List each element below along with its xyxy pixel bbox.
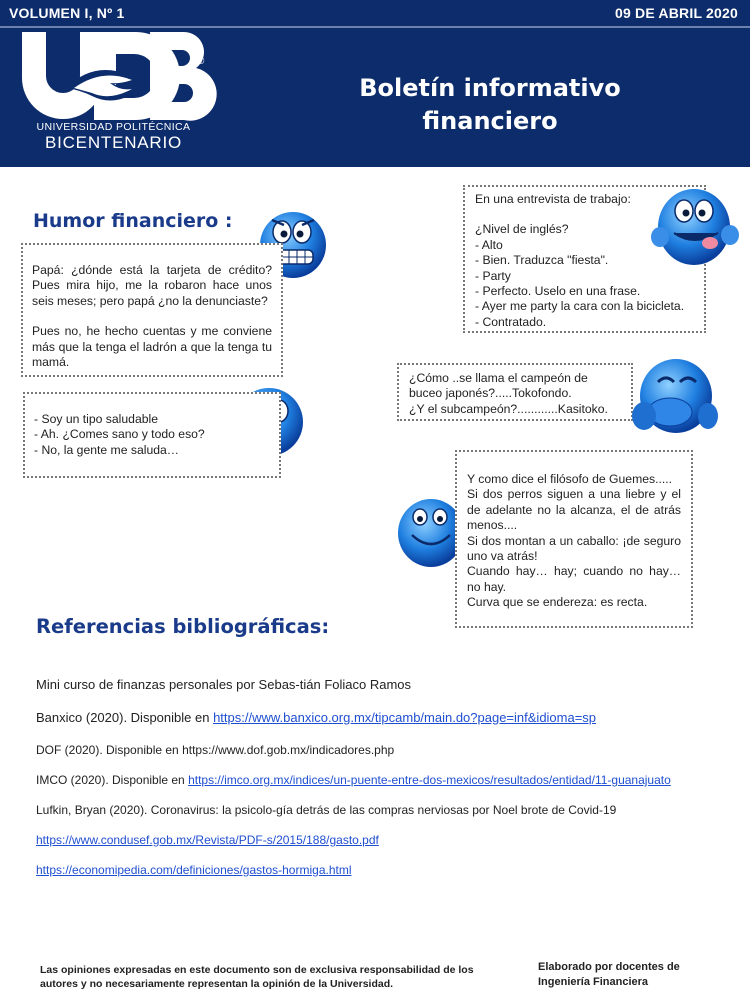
issue-date: 09 DE ABRIL 2020 (614, 5, 738, 21)
joke2-line-3: - No, la gente me saluda… (34, 442, 179, 457)
joke3-line-6: - Ayer me party la cara con la bicicleta. (475, 299, 685, 314)
title-line-1: Boletín informativo (359, 74, 621, 102)
joke3-line-3: - Bien. Traduzca "fiesta". (475, 253, 609, 268)
title-line-2: financiero (422, 107, 558, 135)
reference-5: Lufkin, Bryan (2020). Coronavirus: la psicolo-gía detrás de las compras nerviosas por Noel brote de Covid-19 (36, 803, 617, 817)
imco-link[interactable]: https://imco.org.mx/indices/un-puente-entre-dos-mexicos/resultados/entidad/11-guanajuato (188, 773, 671, 787)
condusef-link[interactable]: https://www.condusef.gob.mx/Revista/PDF-s/2015/188/gasto.pdf (36, 833, 379, 847)
joke5-line-5: Curva que se endereza: es recta. (467, 595, 648, 610)
joke3-line-7: - Contratado. (475, 314, 547, 329)
reference-1: Mini curso de finanzas personales por Sebas-tián Foliaco Ramos (36, 677, 412, 692)
joke5-line-1: Y como dice el filósofo de Guemes..... (467, 472, 673, 486)
banxico-link[interactable]: https://www.banxico.org.mx/tipcamb/main.do?page=inf&idioma=sp (213, 710, 597, 725)
joke5-line-3: Si dos montan a un caballo: ¡de seguro uno va atrás! (467, 533, 681, 564)
economipedia-link[interactable]: https://economipedia.com/definiciones/gastos-hormiga.html (36, 863, 352, 877)
joke4-line-2: ¿Y el subcampeón?............Kasitoko. (409, 401, 608, 416)
logo-university-name: UNIVERSIDAD POLITÉCNICA (36, 121, 191, 133)
logo-bicentenario: BICENTENARIO (44, 133, 183, 152)
footer-credit-line-2: Ingeniería Financiera (538, 976, 649, 988)
joke4-line-1: ¿Cómo ..se llama el campeón de buceo japonés?.....Tokofondo. (409, 371, 588, 401)
reference-6 (36, 833, 379, 847)
joke-philosopher (455, 450, 693, 628)
humor-title: Humor financiero : (33, 210, 233, 232)
joke2-line-1: - Soy un tipo saludable (34, 412, 158, 426)
footer-credit (538, 960, 738, 990)
joke3-line-1: ¿Nivel de inglés? (475, 222, 569, 237)
reference-4-text: IMCO (2020). Disponible en (36, 773, 189, 787)
joke3-intro: En una entrevista de trabajo: (475, 192, 631, 206)
giggle-emoji-icon (630, 356, 720, 438)
footer-disclaimer: Las opiniones expresadas en este documento son de exclusiva responsabilidad de los autores y no necesariamente representan la opinión de la Universidad. (40, 964, 474, 990)
joke5-line-2: Si dos perros siguen a una liebre y el de adelante no la alcanza, el de atrás menos.... (467, 487, 681, 533)
registered-mark: ® (197, 56, 205, 67)
joke2-line-2: - Ah. ¿Comes sano y todo eso? (34, 427, 205, 442)
reference-4 (36, 773, 671, 787)
volume-label: VOLUMEN I, Nº 1 (9, 5, 125, 21)
reference-7 (36, 863, 352, 877)
joke-credit-card (21, 243, 283, 377)
joke3-line-5: - Perfecto. Uselo en una frase. (475, 284, 641, 299)
reference-2-text: Banxico (2020). Disponible en (36, 710, 214, 725)
tongue-out-emoji-icon (648, 183, 740, 269)
joke1-paragraph-2: Pues no, he hecho cuentas y me conviene más que la tenga el ladrón a que la tenga tu mamá. (32, 324, 272, 370)
footer-credit-line-1: Elaborado por docentes de (538, 961, 680, 973)
references-title: Referencias bibliográficas: (36, 615, 330, 638)
joke5-line-4: Cuando hay… hay; cuando no hay… no hay. (467, 564, 681, 594)
joke3-line-2: - Alto (475, 237, 503, 252)
joke1-paragraph-1: Papá: ¿dónde está la tarjeta de crédito? Pues mira hijo, me la robaron hace unos seis meses; pero papá ¿no la denunciaste? (32, 263, 272, 308)
joke3-line-4: - Party (475, 268, 511, 283)
reference-2 (36, 710, 596, 725)
joke-healthy (23, 392, 281, 478)
joke-diving (397, 363, 633, 421)
reference-3: DOF (2020). Disponible en https://www.dof.gob.mx/indicadores.php (36, 743, 395, 757)
top-bar (0, 0, 750, 26)
bulletin-title (330, 72, 650, 138)
